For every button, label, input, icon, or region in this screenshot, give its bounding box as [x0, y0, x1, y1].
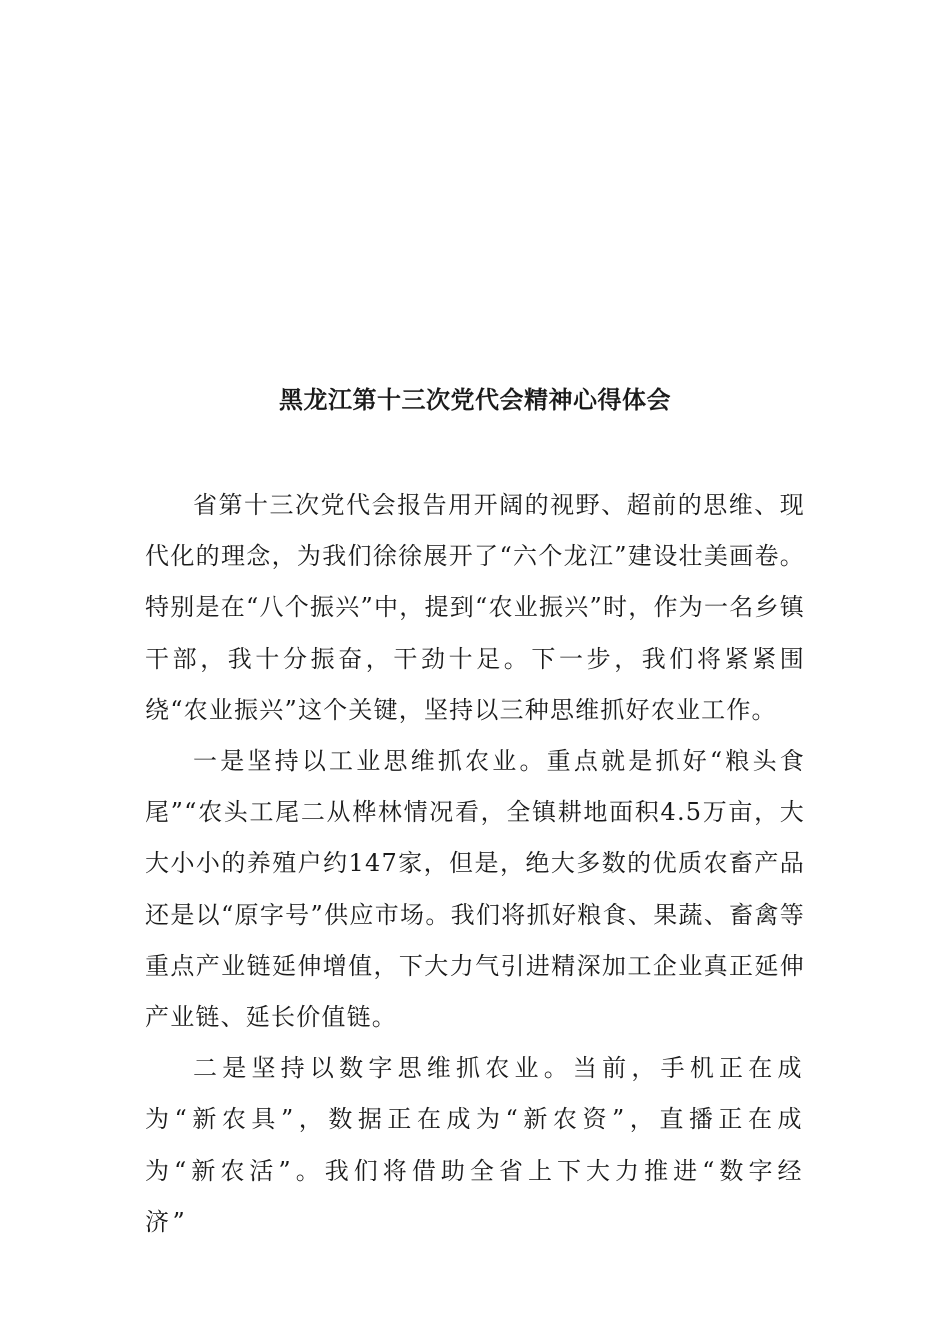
document-title: 黑龙江第十三次党代会精神心得体会 — [279, 386, 671, 414]
paragraph-industrial-thinking: 一是坚持以工业思维抓农业。重点就是抓好“粮头食尾”“农头工尾二从桦林情况看，全镇耕地面积4.5万亩，大大小小的养殖户约147家，但是，绝大多数的优质农畜产品还是以“原字号”供应市场。我们将抓好粮食、果蔬、畜禽等重点产业链延伸增值，下大力气引进精深加工企业真正延伸产业链、延长价值链。 — [145, 747, 805, 1032]
paragraph-digital-thinking: 二是坚持以数字思维抓农业。当前，手机正在成为“新农具”，数据正在成为“新农资”，直播正在成为“新农活”。我们将借助全省上下大力推进“数字经济” — [145, 1054, 805, 1236]
paragraph-intro: 省第十三次党代会报告用开阔的视野、超前的思维、现代化的理念，为我们徐徐展开了“六个龙江”建设壮美画卷。特别是在“八个振兴”中，提到“农业振兴”时，作为一名乡镇干部，我十分振奋，干劲十足。下一步，我们将紧紧围绕“农业振兴”这个关键，坚持以三种思维抓好农业工作。 — [145, 491, 805, 724]
document-body — [145, 480, 805, 1248]
